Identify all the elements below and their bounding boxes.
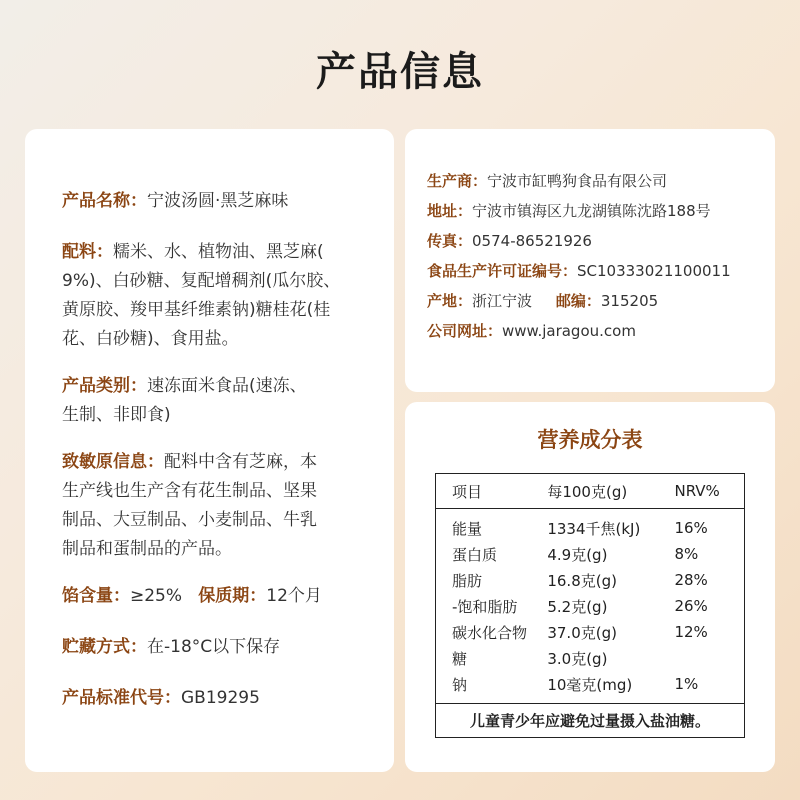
ingredients-block (62, 238, 374, 354)
product-name-value: 宁波汤圆·黑芝麻味 (147, 191, 289, 211)
nutrient-name: 脂肪 (452, 571, 483, 590)
allergen-line: 制品、大豆制品、小麦制品、牛乳 (62, 510, 317, 530)
allergen-line: 生产线也生产含有花生制品、坚果 (62, 481, 317, 501)
nutrient-amount: 10毫克(mg) (547, 675, 633, 694)
shelf-life-value: 12个月 (266, 586, 322, 606)
origin-value: 浙江宁波 (472, 292, 533, 310)
storage-row (62, 633, 374, 662)
nutrient-amount: 1334千焦(kJ) (547, 519, 641, 538)
nutrient-name: 糖 (452, 649, 468, 668)
nutrient-nrv: 12% (674, 623, 708, 641)
license-label: 食品生产许可证编号： (427, 262, 578, 280)
producer-label: 生产商： (427, 172, 488, 190)
ingredients-line: 黄原胶、羧甲基纤维素钠)糖桂花(桂 (62, 300, 331, 320)
website-label: 公司网址： (427, 322, 503, 340)
nutrition-title: 营养成分表 (537, 428, 643, 452)
producer-value: 宁波市缸鸭狗食品有限公司 (487, 172, 668, 190)
product-info-card (25, 129, 394, 772)
header-nrv: NRV% (674, 482, 720, 500)
category-block (62, 372, 374, 430)
manufacturer-card (405, 129, 775, 392)
standard-row (62, 684, 374, 713)
table-row (436, 515, 744, 541)
nutrition-footer-note: 儿童青少年应避免过量摄入盐油糖。 (469, 712, 710, 730)
allergen-line: 配料中含有芝麻，本 (164, 452, 317, 472)
address-value: 宁波市镇海区九龙湖镇陈沈路188号 (472, 202, 711, 220)
page-title: 产品信息 (316, 49, 484, 95)
product-name-row (62, 187, 374, 216)
product-name-label: 产品名称： (62, 191, 147, 211)
origin-label: 产地： (427, 292, 473, 310)
storage-value: 在-18°C以下保存 (147, 637, 281, 657)
filling-label: 馅含量： (62, 586, 130, 606)
ingredients-line: 9%)、白砂糖、复配增稠剂(瓜尔胶、 (62, 271, 341, 291)
nutrient-name: 碳水化合物 (452, 623, 528, 642)
website-row (427, 321, 761, 341)
nutrient-amount: 3.0克(g) (547, 649, 608, 668)
nutrient-nrv: 26% (674, 597, 708, 615)
fax-value: 0574-86521926 (472, 232, 592, 250)
nutrition-card (405, 402, 775, 772)
ingredients-label: 配料： (62, 242, 113, 262)
nutrient-nrv: 8% (674, 545, 699, 563)
standard-value: GB19295 (181, 688, 260, 708)
table-row (436, 593, 744, 619)
nutrition-table (435, 473, 745, 738)
nutrient-nrv: 1% (674, 675, 699, 693)
table-row (436, 645, 744, 671)
postcode-value: 315205 (600, 292, 659, 310)
ingredients-line: 花、白砂糖)、食用盐。 (62, 329, 239, 349)
category-line: 生制、非即食) (62, 405, 171, 425)
address-row (427, 201, 761, 221)
allergen-label: 致敏原信息： (62, 452, 164, 472)
header-per-100g: 每100克(g) (547, 482, 628, 501)
allergen-block (62, 448, 374, 564)
postcode-label: 邮编： (555, 292, 601, 310)
fax-label: 传真： (427, 232, 473, 250)
storage-label: 贮藏方式： (62, 637, 147, 657)
allergen-line: 制品和蛋制品的产品。 (62, 539, 232, 559)
ingredients-line: 糯米、水、植物油、黑芝麻( (113, 242, 324, 262)
nutrient-nrv: 28% (674, 571, 708, 589)
nutrient-nrv: 16% (674, 519, 708, 537)
nutrient-name: -饱和脂肪 (452, 597, 518, 616)
nutrient-name: 蛋白质 (452, 545, 498, 564)
header-item: 项目 (452, 482, 483, 501)
shelf-life-label: 保质期： (198, 586, 267, 606)
website-value: www.jaragou.com (502, 322, 636, 340)
nutrient-amount: 37.0克(g) (547, 623, 617, 642)
origin-row (427, 291, 761, 311)
table-row (436, 671, 744, 697)
category-label: 产品类别： (62, 376, 147, 396)
producer-row (427, 171, 761, 191)
standard-label: 产品标准代号： (62, 688, 181, 708)
table-row (436, 567, 744, 593)
filling-shelf-row (62, 582, 374, 611)
table-row (436, 541, 744, 567)
fax-row (427, 231, 761, 251)
nutrient-amount: 16.8克(g) (547, 571, 617, 590)
nutrient-name: 钠 (452, 675, 468, 694)
filling-value: ≥25% (130, 586, 183, 606)
nutrient-amount: 4.9克(g) (547, 545, 608, 564)
table-row (436, 619, 744, 645)
nutrition-body (436, 509, 744, 704)
nutrient-name: 能量 (452, 519, 483, 538)
category-line: 速冻面米食品(速冻、 (147, 376, 307, 396)
nutrition-header-row (436, 474, 744, 509)
license-row (427, 261, 761, 281)
address-label: 地址： (427, 202, 473, 220)
license-value: SC10333021100011 (577, 262, 731, 280)
nutrient-amount: 5.2克(g) (547, 597, 608, 616)
